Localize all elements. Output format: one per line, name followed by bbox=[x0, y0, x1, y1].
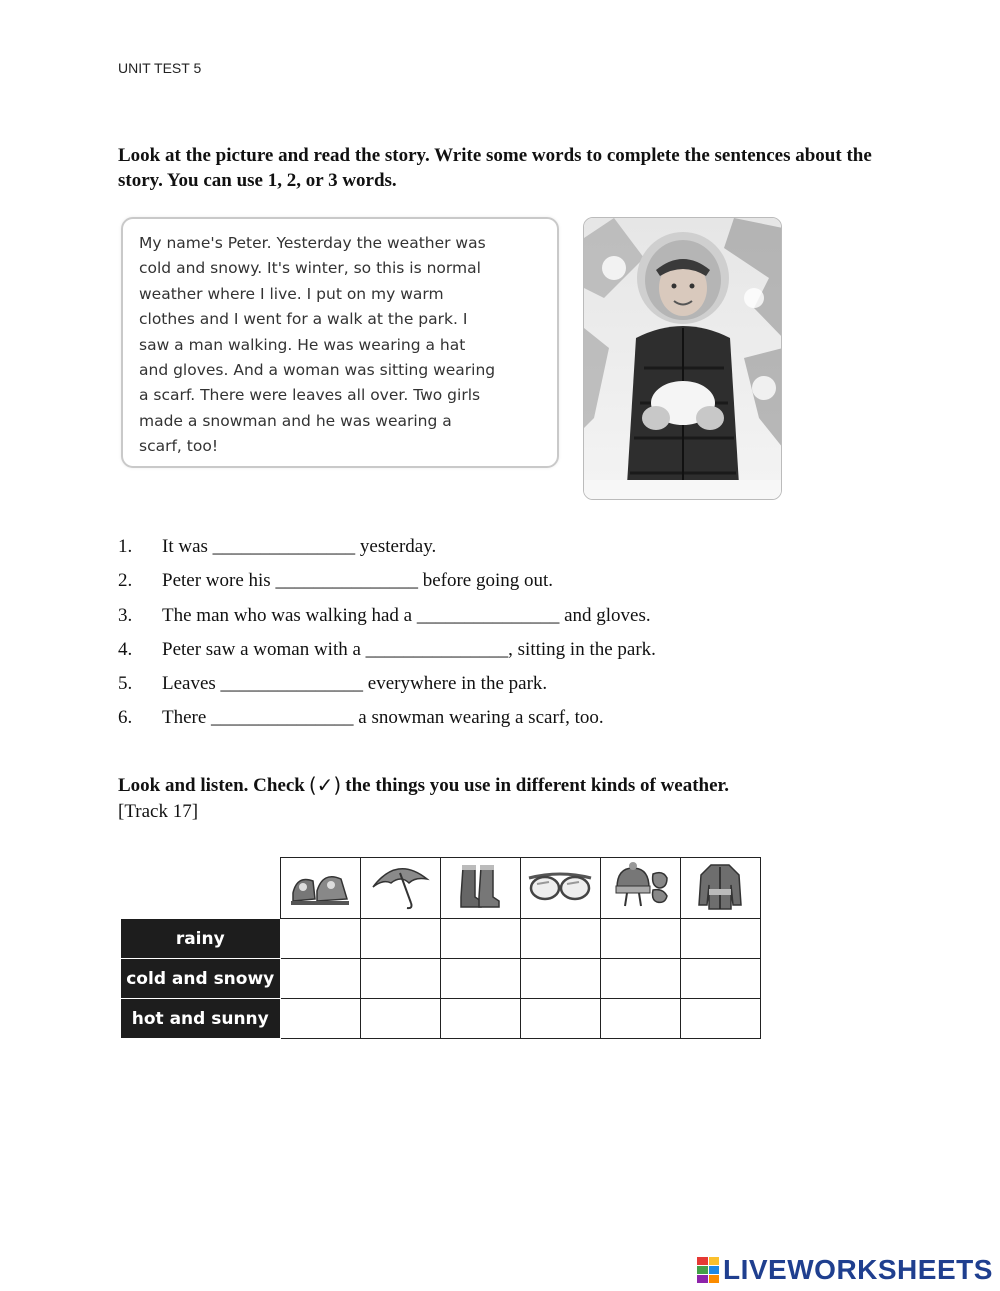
story-line: and gloves. And a woman was sitting wearing bbox=[139, 361, 496, 380]
story-line: My name's Peter. Yesterday the weather was bbox=[139, 234, 486, 252]
logo-block bbox=[709, 1266, 720, 1274]
check-cell[interactable] bbox=[520, 919, 600, 959]
question-item bbox=[118, 707, 656, 741]
question-item bbox=[118, 639, 656, 673]
question-item bbox=[118, 536, 656, 570]
icon-row bbox=[121, 858, 760, 919]
hat-and-mittens-icon bbox=[600, 858, 680, 919]
row-label: hot and sunny bbox=[121, 999, 280, 1039]
question-number: 3. bbox=[118, 604, 133, 626]
check-cell[interactable] bbox=[600, 999, 680, 1039]
story-line: scarf, too! bbox=[139, 437, 219, 456]
row-label: rainy bbox=[121, 919, 280, 959]
check-cell[interactable] bbox=[280, 919, 360, 959]
table-corner bbox=[121, 858, 280, 919]
question-text[interactable]: Peter saw a woman with a _______________, sitting in the park. bbox=[162, 638, 656, 660]
question-number: 5. bbox=[118, 673, 133, 695]
liveworksheets-logo[interactable] bbox=[697, 1254, 993, 1286]
logo-block bbox=[709, 1257, 720, 1265]
check-cell[interactable] bbox=[440, 959, 520, 999]
question-number: 1. bbox=[118, 536, 133, 557]
check-cell[interactable] bbox=[360, 999, 440, 1039]
check-cell[interactable] bbox=[600, 959, 680, 999]
question-item bbox=[118, 605, 656, 639]
story-box bbox=[121, 217, 559, 468]
question-text[interactable]: There _______________ a snowman wearing a scarf, too. bbox=[162, 707, 604, 729]
logo-block bbox=[709, 1275, 720, 1283]
question-text[interactable]: Peter wore his _______________ before going out. bbox=[162, 570, 554, 592]
table-row-rainy bbox=[121, 919, 760, 959]
check-cell[interactable] bbox=[680, 919, 760, 959]
sunglasses-icon bbox=[520, 858, 600, 919]
story-line: saw a man walking. He was wearing a hat bbox=[139, 335, 466, 354]
question-number: 4. bbox=[118, 638, 133, 660]
check-cell[interactable] bbox=[680, 999, 760, 1039]
check-cell[interactable] bbox=[280, 999, 360, 1039]
question-number: 2. bbox=[118, 570, 133, 592]
row-label: cold and snowy bbox=[121, 959, 280, 999]
unit-title: UNIT TEST 5 bbox=[118, 60, 202, 76]
umbrella-icon bbox=[360, 858, 440, 919]
question-number: 6. bbox=[118, 707, 133, 729]
question-text[interactable]: The man who was walking had a _______________ and gloves. bbox=[162, 604, 651, 626]
reading-instruction: Look at the picture and read the story. Write some words to complete the sentences about the story. You can use 1, 2, or 3 words. bbox=[118, 145, 872, 191]
logo-text: LIVEWORKSHEETS bbox=[723, 1254, 993, 1285]
check-cell[interactable] bbox=[520, 959, 600, 999]
story-text bbox=[139, 231, 547, 460]
question-item bbox=[118, 673, 656, 707]
question-list bbox=[118, 536, 656, 742]
boy-in-snow-photo bbox=[583, 217, 782, 500]
check-cell[interactable] bbox=[520, 999, 600, 1039]
sandals-icon bbox=[280, 858, 360, 919]
table-row-cold-and-snowy bbox=[121, 959, 760, 999]
story-line: a scarf. There were leaves all over. Two girls bbox=[139, 386, 481, 405]
logo-block bbox=[697, 1257, 708, 1265]
check-cell[interactable] bbox=[440, 919, 520, 959]
boots-icon bbox=[440, 858, 520, 919]
track-label: [Track 17] bbox=[118, 801, 199, 822]
table-row-hot-and-sunny bbox=[121, 999, 760, 1039]
check-cell[interactable] bbox=[680, 959, 760, 999]
question-text[interactable]: It was _______________ yesterday. bbox=[162, 536, 437, 557]
instruction-before: Look and listen. Check bbox=[118, 775, 305, 796]
listening-instruction bbox=[118, 773, 938, 798]
logo-block bbox=[697, 1266, 708, 1274]
logo-mark-icon bbox=[697, 1257, 719, 1284]
story-line: weather where I live. I put on my warm bbox=[139, 284, 444, 303]
story-line: made a snowman and he was wearing a bbox=[139, 411, 452, 430]
logo-block bbox=[697, 1275, 708, 1283]
check-mark-icon: (✓) bbox=[308, 773, 342, 797]
instruction-after: the things you use in different kinds of weather. bbox=[345, 775, 729, 796]
check-cell[interactable] bbox=[280, 959, 360, 999]
story-line: clothes and I went for a walk at the park. I bbox=[139, 310, 468, 329]
question-text[interactable]: Leaves _______________ everywhere in the park. bbox=[162, 673, 548, 695]
question-item bbox=[118, 570, 656, 604]
weather-check-table bbox=[121, 857, 761, 1039]
story-line: cold and snowy. It's winter, so this is normal bbox=[139, 259, 481, 278]
check-cell[interactable] bbox=[440, 999, 520, 1039]
check-cell[interactable] bbox=[360, 919, 440, 959]
check-cell[interactable] bbox=[360, 959, 440, 999]
coat-icon bbox=[680, 858, 760, 919]
check-cell[interactable] bbox=[600, 919, 680, 959]
